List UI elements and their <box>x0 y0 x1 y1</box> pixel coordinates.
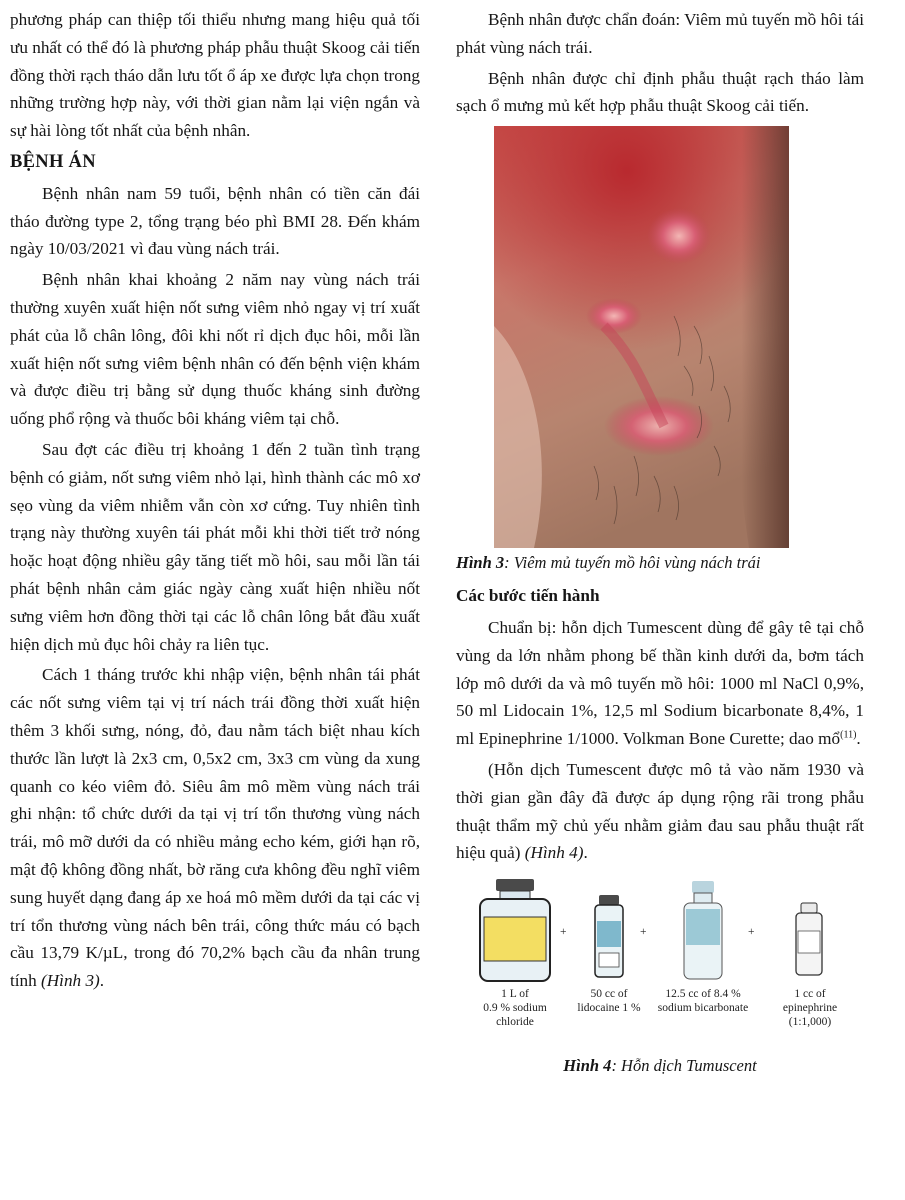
section-heading-case: BỆNH ÁN <box>10 151 96 172</box>
intro-paragraph: phương pháp can thiệp tối thiểu nhưng mang hiệu quả tối ưu nhất có thể đó là phương pháp phẫu thuật Skoog cải tiến đồng thời rạch tháo dẫn lưu tốt ổ áp xe được lựa chọn trong những trường hợp này, với thời gian nằm lại viện ngắn và sự hài lòng tốt nhất của bệnh nhân. <box>10 10 420 141</box>
epinephrine-label-3: (1:1,000) <box>788 1016 832 1029</box>
citation-11: (11) <box>840 729 857 741</box>
figure-3-axilla-photo <box>494 126 789 548</box>
preparation-paragraph <box>456 614 864 753</box>
indication-paragraph: Bệnh nhân được chỉ định phẫu thuật rạch tháo làm sạch ổ mưng mủ kết hợp phẫu thuật Skoog cải tiến. <box>456 68 864 116</box>
bicarbonate-label-1: 12.5 cc of 8.4 % <box>665 988 741 1001</box>
saline-label-2: 0.9 % sodium <box>483 1002 547 1015</box>
figure-4-caption-text: : Hỗn dịch Tumuscent <box>611 1056 757 1076</box>
figure-3-reference: (Hình 3) <box>41 971 100 991</box>
case-paragraph-2: Bệnh nhân khai khoảng 2 năm nay vùng nách trái thường xuyên xuất hiện nốt sưng viêm nhỏ ngay vị trí xuất phát của lỗ chân lông, đôi khi nốt rỉ dịch đục hôi, mỗi lần xuất hiện nốt sưng viêm bệnh nhân có đến bệnh viện khám và được điều trị bằng sử dụng thuốc kháng sinh đường uống phổ rộng và thuốc bôi kháng viêm tại chỗ. <box>10 270 420 429</box>
lidocaine-label-1: 50 cc of <box>590 988 628 1001</box>
tumescent-end: . <box>583 843 588 863</box>
case-paragraph-4-end: . <box>99 971 105 991</box>
preparation-end: . <box>856 729 861 749</box>
saline-label-1: 1 L of <box>501 988 529 1001</box>
preparation-text: Chuẩn bị: hỗn dịch Tumescent dùng để gây tê tại chỗ vùng da lớn nhằm phong bế thần kinh dưới da, bơm tách lớp mô dưới da và mô tuyến mồ hôi: 1000 ml NaCl 0,9%, 50 ml Lidocain 1%, 12,5 ml Sodium bicarbonate 8,4%, 1 ml Epinephrine 1/1000. Volkman Bone Curette; dao mổ <box>456 617 864 749</box>
bicarbonate-vial-icon <box>684 881 722 979</box>
epinephrine-ampoule-icon <box>796 903 822 975</box>
figure-4-reference: (Hình 4) <box>524 843 584 863</box>
case-paragraph-1: Bệnh nhân nam 59 tuổi, bệnh nhân có tiền căn đái tháo đường type 2, tổng trạng béo phì BMI 28. Đến khám ngày 10/03/2021 vì đau vùng nách trái. <box>10 183 420 259</box>
figure-3-label: Hình 3 <box>456 553 505 573</box>
diagnosis-paragraph: Bệnh nhân được chẩn đoán: Viêm mủ tuyến mồ hôi tái phát vùng nách trái. <box>456 10 865 57</box>
figure-4-tumescent-diagram <box>456 873 864 1043</box>
lidocaine-label-2: lidocaine 1 % <box>577 1002 641 1015</box>
case-paragraph-4 <box>10 661 420 995</box>
figure-4-caption <box>456 1053 864 1079</box>
bicarbonate-label-2: sodium bicarbonate <box>657 1002 749 1015</box>
figure-4-label: Hình 4 <box>563 1056 612 1076</box>
case-paragraph-3: Sau đợt các điều trị khoảng 1 đến 2 tuần tình trạng bệnh có giảm, nốt sưng viêm nhỏ lại, hình thành các mô xơ sẹo vùng da viêm nhiễm vẫn còn xơ cứng. Tuy nhiên tình trạng này thường xuyên tái phát mỗi khi thời tiết trở nóng hoặc hoạt động nhiều gây tăng tiết mồ hôi, sau mỗi lần tái phát bệnh nhân cảm giác ngày càng xuất hiện nhiều nốt sưng viêm hơn đồng thời tại các lỗ chân lông bắt đầu xuất hiện dịch mủ đục hôi chảy ra liên tục. <box>10 439 420 654</box>
left-column <box>10 6 420 998</box>
plus-sign-2: + <box>640 926 647 939</box>
plus-sign-3: + <box>748 926 755 939</box>
figure-3-caption <box>456 550 864 576</box>
saline-bottle-icon <box>480 879 550 981</box>
plus-sign-1: + <box>560 926 567 939</box>
section-subheading-steps: Các bước tiến hành <box>456 586 600 606</box>
epinephrine-label-1: 1 cc of <box>794 988 826 1001</box>
saline-label-3: chloride <box>496 1016 534 1029</box>
epinephrine-label-2: epinephrine <box>782 1002 838 1015</box>
tumescent-paragraph <box>456 756 864 867</box>
lidocaine-vial-icon <box>595 895 623 977</box>
right-column <box>456 6 864 1085</box>
case-paragraph-4-text: Cách 1 tháng trước khi nhập viện, bệnh nhân tái phát các nốt sưng viêm tại vị trí nách trái đồng thời xuất hiện thêm 3 khối sưng, nóng, đỏ, đau nằm tách biệt nhau kích thước lần lượt là 2x3 cm, 0,5x2 cm, 3x3 cm vùng da xung quanh co kéo viêm đỏ. Siêu âm mô mềm vùng nách trái ghi nhận: tổ chức dưới da tại vị trí tổn thương vùng nách trái, mô mỡ dưới da có nhiều mảng echo kém, giới hạn rõ, mật độ không đồng nhất, bờ răng cưa không đều nghĩ viêm sung huyết dạng đang áp xe hoá mô mềm dưới da tại các vị trí tổn thương vùng nách bên trái, công thức máu có bạch cầu 13,79 K/µL, trong đó 70,2% bạch cầu đa nhân trung tính <box>10 665 420 991</box>
tumescent-text: (Hỗn dịch Tumescent được mô tả vào năm 1930 và thời gian gần đây đã được áp dụng rộng rãi trong phẫu thuật thẩm mỹ chủ yếu nhằm giảm đau sau phẫu thuật rất hiệu quả) <box>456 759 864 863</box>
figure-3-caption-text: : Viêm mủ tuyến mồ hôi vùng nách trái <box>504 553 761 573</box>
